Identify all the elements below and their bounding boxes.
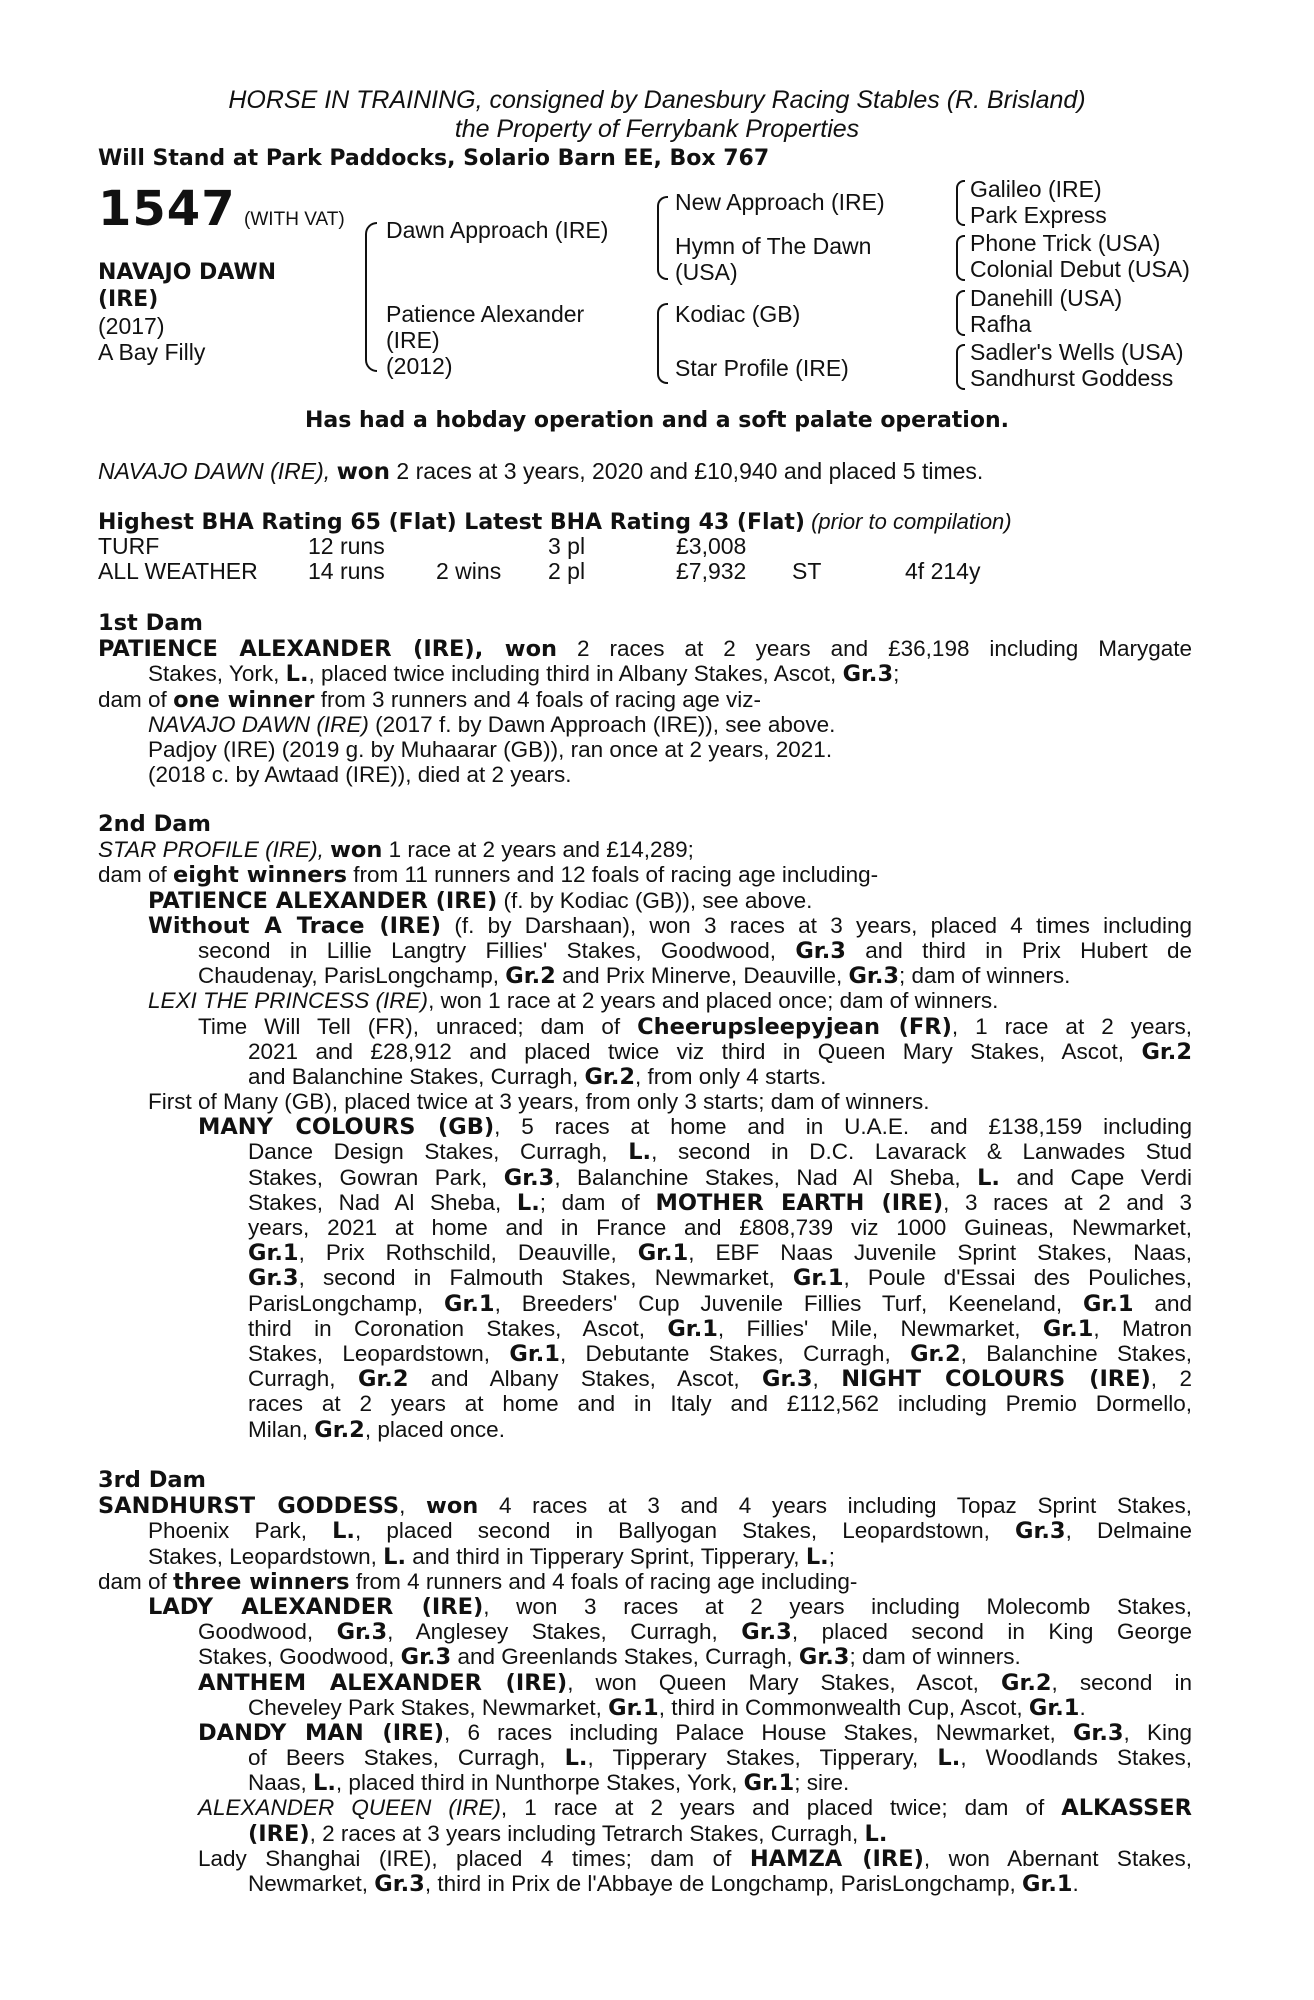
aw-label: ALL WEATHER: [98, 558, 258, 584]
sire-name: Dawn Approach (IRE): [386, 217, 609, 243]
sire-sire-dam: Park Express: [970, 202, 1107, 228]
dam-name: Patience Alexander: [386, 301, 585, 327]
third-dam-line: Goodwood, Gr.3, Anglesey Stakes, Curragh, Gr.3, placed second in King George: [198, 1619, 1192, 1646]
horse-origin: (IRE): [98, 287, 159, 312]
sire-sire: New Approach (IRE): [675, 189, 885, 215]
second-dam-line: First of Many (GB), placed twice at 3 years, from only 3 starts; dam of winners.: [148, 1089, 930, 1115]
aw-earnings: £7,932: [676, 558, 747, 584]
pedigree-brace-g4: [956, 344, 965, 390]
first-dam-heading: 1st Dam: [98, 610, 203, 636]
second-dam-line: dam of eight winners from 11 runners and 12 foals of racing age including-: [98, 862, 879, 889]
second-dam-line: STAR PROFILE (IRE), won 1 race at 2 years and £14,289;: [98, 837, 694, 864]
second-dam-line: MANY COLOURS (GB), 5 races at home and in U.A.E. and £138,159 including: [198, 1114, 1192, 1141]
dam-dam-sire: Sadler's Wells (USA): [970, 339, 1184, 365]
second-dam-line: Time Will Tell (FR), unraced; dam of Cheerupsleepyjean (FR), 1 race at 2 years,: [198, 1013, 1192, 1040]
sire-dam-sire: Phone Trick (USA): [970, 230, 1161, 256]
first-dam-name: PATIENCE ALEXANDER (IRE), won: [98, 636, 558, 663]
second-dam-line: Milan, Gr.2, placed once.: [248, 1416, 505, 1443]
pedigree-brace-g2: [956, 235, 965, 281]
second-dam-line: LEXI THE PRINCESS (IRE), won 1 race at 2 years and placed once; dam of winners.: [148, 988, 999, 1014]
second-dam-line: and Balanchine Stakes, Curragh, Gr.2, from only 4 starts.: [248, 1063, 827, 1090]
first-dam-l3c: from 3 runners and 4 foals of racing age viz-: [320, 686, 762, 712]
second-dam-line: Stakes, Leopardstown, Gr.1, Debutante Stakes, Curragh, Gr.2, Balanchine Stakes,: [248, 1340, 1192, 1367]
dam-sire-dam: Rafha: [970, 311, 1032, 337]
dam-year: (2012): [386, 353, 453, 379]
aw-placed: 2 pl: [548, 558, 586, 584]
second-dam-line: Chaudenay, ParisLongchamp, Gr.2 and Prix Minerve, Deauville, Gr.3; dam of winners.: [198, 963, 1071, 990]
summary-text: 2 races at 3 years, 2020 and £10,940 and placed 5 times.: [396, 458, 984, 484]
first-dam-l2a: Stakes, York,: [148, 661, 280, 687]
second-dam-heading: 2nd Dam: [98, 811, 211, 837]
second-dam-line: 2021 and £28,912 and placed twice viz third in Queen Mary Stakes, Ascot, Gr.2: [248, 1038, 1192, 1065]
aw-surface: ST: [792, 558, 822, 584]
lot-number-block: [98, 181, 345, 237]
second-dam-line: races at 2 years at home and in Italy and £112,562 including Premio Dormello,: [248, 1391, 1192, 1417]
second-dam-line: Gr.3, second in Falmouth Stakes, Newmarket, Gr.1, Poule d'Essai des Pouliches,: [248, 1265, 1192, 1292]
ratings-bold: Highest BHA Rating 65 (Flat) Latest BHA Rating 43 (Flat): [98, 510, 805, 535]
second-dam-section: [98, 812, 1192, 1442]
dam-origin: (IRE): [386, 327, 440, 353]
third-dam-heading: 3rd Dam: [98, 1467, 206, 1493]
ratings-line: [98, 509, 1012, 535]
first-dam-line-4: [98, 712, 1192, 737]
sire-dam: Hymn of The Dawn: [675, 233, 872, 259]
third-dam-line: DANDY MAN (IRE), 6 races including Palace House Stakes, Newmarket, Gr.3, King: [198, 1719, 1192, 1746]
third-dam-section: [98, 1468, 1192, 1896]
race-summary: [98, 458, 983, 485]
third-dam-line: Lady Shanghai (IRE), placed 4 times; dam of HAMZA (IRE), won Abernant Stakes,: [198, 1845, 1192, 1872]
dam-dam: Star Profile (IRE): [675, 355, 849, 381]
first-dam-line-5: Padjoy (IRE) (2019 g. by Muhaarar (GB)), ran once at 2 years, 2021.: [148, 736, 833, 762]
pedigree-brace-g3: [956, 290, 965, 336]
third-dam-line: Newmarket, Gr.3, third in Prix de l'Abbaye de Longchamp, ParisLongchamp, Gr.1.: [248, 1871, 1079, 1897]
second-dam-line: Without A Trace (IRE) (f. by Darshaan), won 3 races at 3 years, placed 4 times including: [148, 912, 1192, 939]
third-dam-line: ANTHEM ALEXANDER (IRE), won Queen Mary Stakes, Ascot, Gr.2, second in: [198, 1669, 1192, 1696]
operation-notice: Has had a hobday operation and a soft palate operation.: [305, 408, 1009, 433]
first-dam-l2b: L.: [285, 661, 309, 688]
first-dam-record: 2 races at 2 years and £36,198 including Marygate: [577, 636, 1192, 662]
first-dam-l2c: , placed twice including third in Albany Stakes, Ascot,: [308, 661, 837, 687]
first-dam-l3a: dam of: [98, 686, 167, 712]
third-dam-line: ALEXANDER QUEEN (IRE), 1 race at 2 years and placed twice; dam of ALKASSER: [198, 1795, 1192, 1822]
first-dam-line-3: [98, 687, 1192, 712]
second-dam-line: Dance Design Stakes, Curragh, L., second in D.C. Lavarack & Lanwades Stud: [248, 1139, 1192, 1166]
consignor-line: HORSE IN TRAINING, consigned by Danesbury Racing Stables (R. Brisland): [228, 86, 1086, 114]
first-dam-line-1: [98, 636, 1192, 661]
first-dam-line-2: [98, 661, 1192, 686]
location-line: Will Stand at Park Paddocks, Solario Barn EE, Box 767: [98, 146, 770, 171]
dam-sire-sire: Danehill (USA): [970, 285, 1123, 311]
second-dam-line: Stakes, Nad Al Sheba, L.; dam of MOTHER EARTH (IRE), 3 races at 2 and 3: [248, 1189, 1193, 1216]
second-dam-line: Curragh, Gr.2 and Albany Stakes, Ascot, Gr.3, NIGHT COLOURS (IRE), 2: [248, 1366, 1192, 1393]
horse-name: NAVAJO DAWN: [98, 260, 277, 285]
second-dam-line: third in Coronation Stakes, Ascot, Gr.1, Fillies' Mile, Newmarket, Gr.1, Matron: [248, 1315, 1193, 1342]
third-dam-line: Stakes, Goodwood, Gr.3 and Greenlands Stakes, Curragh, Gr.3; dam of winners.: [198, 1644, 1021, 1671]
turf-runs: 12 runs: [308, 533, 385, 559]
turf-label: TURF: [98, 533, 160, 559]
second-dam-line: years, 2021 at home and in France and £808,739 viz 1000 Guineas, Newmarket,: [248, 1215, 1192, 1240]
first-dam-l3b: one winner: [173, 686, 315, 713]
aw-runs: 14 runs: [308, 558, 385, 584]
dam-dam-dam: Sandhurst Goddess: [970, 365, 1174, 391]
first-dam-l2d: Gr.3: [842, 661, 894, 688]
summary-won: won: [336, 459, 390, 485]
second-dam-line: Gr.1, Prix Rothschild, Deauville, Gr.1, EBF Naas Juvenile Sprint Stakes, Naas,: [248, 1240, 1192, 1267]
first-dam-l4a: NAVAJO DAWN (IRE): [148, 711, 369, 737]
third-dam-line: SANDHURST GODDESS, won 4 races at 3 and 4 years including Topaz Sprint Stakes,: [98, 1493, 1192, 1520]
second-dam-line: Stakes, Gowran Park, Gr.3, Balanchine Stakes, Nad Al Sheba, L. and Cape Verdi: [248, 1164, 1193, 1191]
first-dam-l2e: ;: [893, 661, 900, 687]
sire-sire-sire: Galileo (IRE): [970, 176, 1102, 202]
third-dam-line: Cheveley Park Stakes, Newmarket, Gr.1, third in Commonwealth Cup, Ascot, Gr.1.: [248, 1694, 1086, 1721]
third-dam-line: LADY ALEXANDER (IRE), won 3 races at 2 years including Molecomb Stakes,: [148, 1593, 1192, 1620]
lot-number: 1547: [98, 181, 236, 237]
third-dam-line: Phoenix Park, L., placed second in Ballyogan Stakes, Leopardstown, Gr.3, Delmaine: [148, 1518, 1193, 1545]
pedigree-brace-g1: [956, 180, 965, 226]
pedigree-brace-sire: [657, 196, 668, 280]
ratings-note: (prior to compilation): [811, 509, 1012, 534]
second-dam-line: PATIENCE ALEXANDER (IRE) (f. by Kodiac (GB)), see above.: [148, 887, 813, 914]
turf-earnings: £3,008: [676, 533, 747, 559]
third-dam-line: Naas, L., placed third in Nunthorpe Stakes, York, Gr.1; sire.: [248, 1770, 850, 1797]
sire-dam-origin: (USA): [675, 259, 738, 285]
first-dam-line-6: (2018 c. by Awtaad (IRE)), died at 2 years.: [148, 762, 572, 788]
pedigree-brace-dam: [657, 303, 668, 384]
aw-wins: 2 wins: [436, 558, 502, 584]
aw-distance: 4f 214y: [905, 558, 981, 584]
third-dam-line: Stakes, Leopardstown, L. and third in Tipperary Sprint, Tipperary, L.;: [148, 1543, 835, 1570]
first-dam-section: [98, 611, 1192, 787]
turf-placed: 3 pl: [548, 533, 586, 559]
sire-dam-dam: Colonial Debut (USA): [970, 256, 1190, 282]
third-dam-line: of Beers Stakes, Curragh, L., Tipperary Stakes, Tipperary, L., Woodlands Stakes,: [248, 1745, 1192, 1772]
property-line: the Property of Ferrybank Properties: [454, 115, 860, 143]
horse-year: (2017): [98, 313, 165, 339]
third-dam-line: dam of three winners from 4 runners and 4 foals of racing age including-: [98, 1568, 858, 1595]
vat-note: (WITH VAT): [244, 209, 345, 230]
pedigree-brace-main: [365, 222, 377, 372]
dam-sire: Kodiac (GB): [675, 301, 801, 327]
summary-horse: NAVAJO DAWN (IRE),: [98, 458, 331, 484]
second-dam-line: second in Lillie Langtry Fillies' Stakes, Goodwood, Gr.3 and third in Prix Hubert de: [198, 937, 1192, 964]
third-dam-line: (IRE), 2 races at 3 years including Tetrarch Stakes, Curragh, L.: [248, 1820, 888, 1847]
second-dam-line: ParisLongchamp, Gr.1, Breeders' Cup Juvenile Fillies Turf, Keeneland, Gr.1 and: [248, 1290, 1192, 1317]
first-dam-l4b: (2017 f. by Dawn Approach (IRE)), see above.: [375, 711, 836, 737]
horse-description: A Bay Filly: [98, 339, 206, 365]
